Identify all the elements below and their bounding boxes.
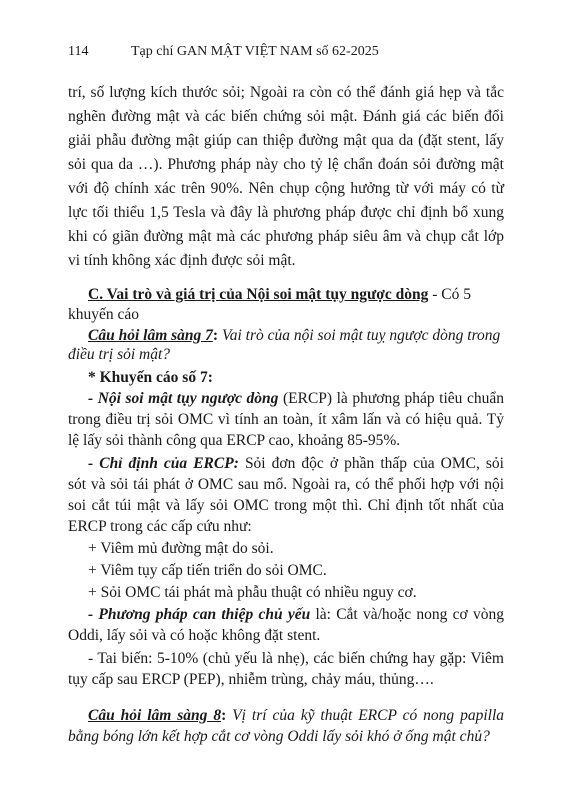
para1-line-8: vi tính không xác định được sỏi mật. [68,252,296,269]
question-8-label: Câu hỏi lâm sàng 8 [88,707,222,724]
indication-line-1: - Chỉ định của ERCP: Sỏi đơn độc ở phần thấp của OMC, sỏi [88,455,504,472]
method-line-2: Oddi, lấy sỏi và có hoặc không đặt stent. [68,627,321,644]
question-7: Câu hỏi lâm sàng 7: Vai trò của nội soi mật tuỵ ngược dòng trong [88,327,501,344]
page-number: 114 [68,44,89,59]
section-c-heading [88,285,471,304]
para1-line-2: nghẽn đường mật và các biến chứng sỏi mật. Đánh giá các biến đổi [68,108,504,125]
para1-line-6: lực tối thiểu 1,5 Tesla và đây là phương pháp được chỉ định bổ xung [68,204,504,221]
method-line-1: - Phương pháp can thiệp chủ yếu là: Cắt và/hoặc nong cơ vòng [88,606,504,623]
indication-line-3: soi cắt túi mật và lấy sỏi OMC trong một thì. Chỉ định tốt nhất của [68,497,504,514]
bullet-item-1: + Viêm mủ đường mật do sỏi. [88,540,274,557]
question-8: Câu hỏi lâm sàng 8: Vị trí của kỹ thuật ERCP có nong papilla [88,707,504,724]
ercp-line-2: trong điều trị sỏi OMC vì tính an toàn, ít xâm lấn và có hiệu quả. Tỷ [68,411,504,428]
recommendation-7-heading: * Khuyến cáo số 7: [88,369,213,386]
section-c-title: C. Vai trò và giá trị của Nội soi mật tụy ngược dòng [88,286,429,303]
section-c-line-2: khuyến cáo [68,306,140,323]
question-7-line-2: điều trị sỏi mật? [68,346,171,363]
question-8-text: Vị trí của kỹ thuật ERCP có nong papilla [226,707,504,724]
para1-line-7: khi có giãn đường mật mà các phương pháp siêu âm và chụp cắt lớp [68,228,504,245]
indication-line-4: ERCP trong các cấp cứu như: [68,518,252,535]
indication-line-2: sót và sỏi tái phát ở OMC sau mổ. Ngoài ra, có thể phối hợp với nội [68,476,504,493]
section-c-suffix: - Có 5 [428,286,472,303]
bullet-item-3: + Sỏi OMC tái phát mà phẫu thuật có nhiều nguy cơ. [88,584,417,601]
para1-line-1: trí, số lượng kích thước sỏi; Ngoài ra còn có thể đánh giá hẹp và tắc [68,84,504,101]
ercp-line-3: lệ lấy sỏi thành công qua ERCP cao, khoảng 85-95%. [68,432,401,449]
complication-line-1: - Tai biến: 5-10% (chủ yếu là nhẹ), các biến chứng hay gặp: Viêm [88,650,504,667]
question-8-line-2: bằng bóng lớn kết hợp cắt cơ vòng Oddi lấy sỏi khó ở ống mật chủ? [68,728,490,745]
para1-line-4: sỏi qua da …). Phương pháp này cho tỷ lệ chẩn đoán sỏi đường mật [68,156,504,173]
para1-line-3: giải phẫu đường mật giúp can thiệp đường mật qua da (đặt stent, lấy [68,132,504,149]
complication-line-2: tụy cấp sau ERCP (PEP), nhiễm trùng, chảy máu, thủng…. [68,671,434,688]
bullet-item-2: + Viêm tụy cấp tiến triển do sỏi OMC. [88,562,327,579]
question-7-text: Vai trò của nội soi mật tuỵ ngược dòng trong [218,327,501,344]
para1-line-5: với độ chính xác trên 90%. Nên chụp cộng hưởng từ với máy có từ [68,180,504,197]
question-7-label: Câu hỏi lâm sàng 7 [88,327,213,344]
running-header: Tạp chí GAN MẬT VIỆT NAM số 62-2025 [131,44,379,59]
ercp-line-1: - Nội soi mật tụy ngược dòng (ERCP) là phương pháp tiêu chuẩn [88,390,504,407]
